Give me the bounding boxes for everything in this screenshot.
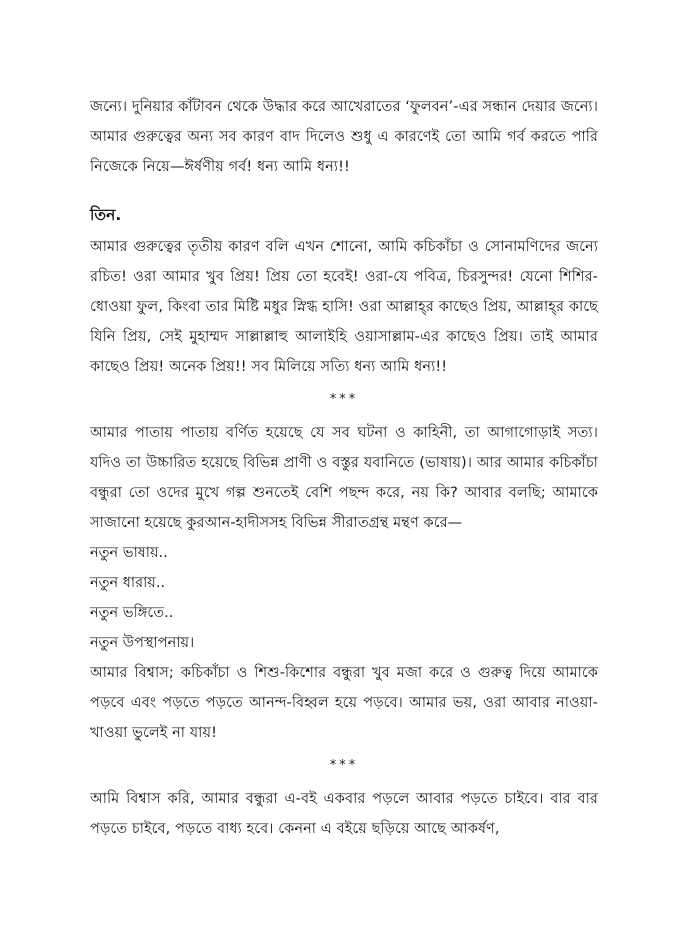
list (90, 538, 598, 658)
paragraph-2: আমার গুরুত্বের তৃতীয় কারণ বলি এখন শোনো, আমি কচিকাঁচা ও সোনামণিদের জন্যে রচিত! ওরা আমার খুব প্রিয়! প্রিয় তো হবেই! ওরা-যে পবিত্র, চিরসুন্দর! যেনো শিশির-ধোওয়া ফুল, কিংবা তার মিষ্টি মধুর স্নিগ্ধ হাসি! ওরা আল্লাহ্‌র কাছেও প্রিয়, আল্লাহ্‌র কাছে যিনি প্রিয়, সেই মুহাম্মদ সাল্লাল্লাহু আলাইহি ওয়াসাল্লাম-এর কাছেও প্রিয়। তাই আমার কাছেও প্রিয়! অনেক প্রিয়!! সব মিলিয়ে সত্যি ধন্য আমি ধন্য!! (90, 239, 598, 375)
section-heading: তিন. (90, 206, 122, 224)
list-item: নতুন ধারায়.. (90, 575, 166, 591)
list-item: নতুন ভঙ্গিতে.. (90, 605, 174, 621)
list-item: নতুন উপস্থাপনায়। (90, 635, 195, 651)
paragraph-1: জন্যে। দুনিয়ার কাঁটাবন থেকে উদ্ধার করে আখেরাতের ‘ফুলবন’-এর সন্ধান দেয়ার জন্যে। আমার গুরুত্বের অন্য সব কারণ বাদ দিলেও শুধু এ কারণেই তো আমি গর্ব করতে পারি নিজেকে নিয়ে—ঈর্ষণীয় গর্ব! ধন্য আমি ধন্য!! (90, 99, 598, 175)
paragraph-3: আমার পাতায় পাতায় বর্ণিত হয়েছে যে সব ঘটনা ও কাহিনী, তা আগাগোড়াই সত্য। যদিও তা উচ্চারিত হয়েছে বিভিন্ন প্রাণী ও বস্তুর যবানিতে (ভাষায়)। আর আমার কচিকাঁচা বন্ধুরা তো ওদের মুখে গল্প শুনতেই বেশি পছন্দ করে, নয় কি? আবার বলছি; আমাকে সাজানো হয়েছে কুরআন-হাদীসসহ বিভিন্ন সীরাতগ্রন্থ মন্থণ করে— (90, 425, 598, 531)
list-item: নতুন ভাষায়.. (90, 545, 168, 561)
section-separator-1: *** (329, 392, 359, 407)
paragraph-4: আমার বিশ্বাস; কচিকাঁচা ও শিশু-কিশোর বন্ধুরা খুব মজা করে ও গুরুত্ব দিয়ে আমাকে পড়বে এবং পড়তে পড়তে আনন্দ-বিহ্বল হয়ে পড়বে। আমার ভয়, ওরা আবার নাওয়া-খাওয়া ভুলেই না যায়! (90, 665, 598, 741)
section-separator-2: *** (329, 758, 359, 773)
document-page (90, 92, 598, 844)
paragraph-5: আমি বিশ্বাস করি, আমার বন্ধুরা এ-বই একবার পড়লে আবার পড়তে চাইবে। বার বার পড়তে চাইবে, পড়তে বাধ্য হবে। কেননা এ বইয়ে ছড়িয়ে আছে আকর্ষণ, (90, 791, 598, 837)
